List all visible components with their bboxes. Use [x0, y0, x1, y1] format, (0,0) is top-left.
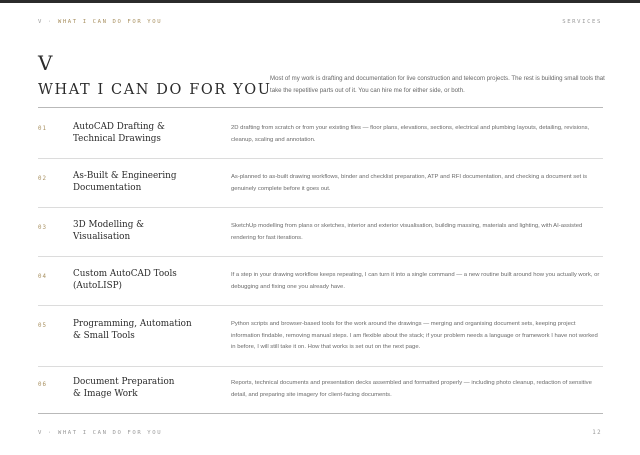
row-divider [38, 305, 603, 306]
top-border [0, 0, 640, 3]
service-title [73, 377, 223, 400]
service-title-line: Document Preparation [73, 377, 175, 387]
running-header-right: SERVICES [562, 19, 602, 25]
service-number: 04 [38, 274, 47, 280]
service-number: 01 [38, 126, 47, 132]
page-number: 12 [592, 430, 602, 436]
service-title-line: Programming, Automation [73, 319, 192, 329]
service-title-line: Documentation [73, 182, 142, 193]
service-description: Python scripts and browser-based tools for the work around the drawings — merging and organising document sets, keeping project information findable, removing manual steps. I am flexible about the stack; if your problem needs a language or framework I have not worked in before, I will still take it on. How that works is set out on the next page. [231, 321, 598, 350]
service-title-line: Visualisation [73, 231, 131, 242]
service-description: Reports, technical documents and presentation decks assembled and formatted properly — including photo cleanup, redaction of sensitive detail, and preparing site imagery for client-facing documents. [231, 380, 592, 398]
section-divider [38, 107, 603, 108]
service-title-line: As-Built & Engineering [73, 171, 177, 181]
section-intro: Most of my work is drafting and documentation for live construction and telecom projects. The rest is building small tools that take the repetitive parts out of it. You can hire me for either side, or both. [270, 75, 605, 94]
section-title: WHAT I CAN DO FOR YOU [38, 82, 272, 98]
row-divider [38, 256, 603, 257]
service-title-line: 3D Modelling & [73, 220, 144, 230]
service-title-line: (AutoLISP) [73, 280, 122, 291]
service-description: If a step in your drawing workflow keeps repeating, I can turn it into a single command — a new routine built around how you actually work, or debugging and fixing one you already have. [231, 272, 600, 290]
footer-divider [38, 413, 603, 414]
service-title-line: Custom AutoCAD Tools [73, 269, 177, 279]
running-header-prefix: V · [38, 19, 58, 25]
row-divider [38, 366, 603, 367]
service-number: 03 [38, 225, 47, 231]
running-header-left [38, 19, 162, 25]
service-title-line: & Small Tools [73, 330, 135, 341]
service-description: SketchUp modelling from plans or sketches, interior and exterior visualisation, building massing, materials and lighting, with AI-assisted rendering for fast iterations. [231, 223, 583, 241]
service-title-line: Technical Drawings [73, 133, 161, 144]
row-divider [38, 207, 603, 208]
service-description: 2D drafting from scratch or from your existing files — floor plans, elevations, sections, electrical and plumbing layouts, detailing, revisions, cleanup, scaling and annotation. [231, 125, 590, 143]
service-title-line: AutoCAD Drafting & [73, 122, 165, 132]
service-title-line: & Image Work [73, 388, 138, 399]
service-title [73, 171, 223, 194]
service-description: As-planned to as-built drawing workflows, binder and checklist preparation, ATP and RFI documentation, and checking a document set is genuinely complete before it goes out. [231, 174, 588, 192]
service-title [73, 319, 223, 342]
section-numeral: V [38, 51, 53, 75]
row-divider [38, 158, 603, 159]
service-number: 06 [38, 382, 47, 388]
service-title [73, 269, 223, 292]
running-footer-left: V · WHAT I CAN DO FOR YOU [38, 430, 163, 436]
service-title [73, 122, 223, 145]
service-title [73, 220, 223, 243]
service-number: 02 [38, 176, 47, 182]
service-number: 05 [38, 323, 47, 329]
running-header-section: WHAT I CAN DO FOR YOU [57, 19, 163, 25]
